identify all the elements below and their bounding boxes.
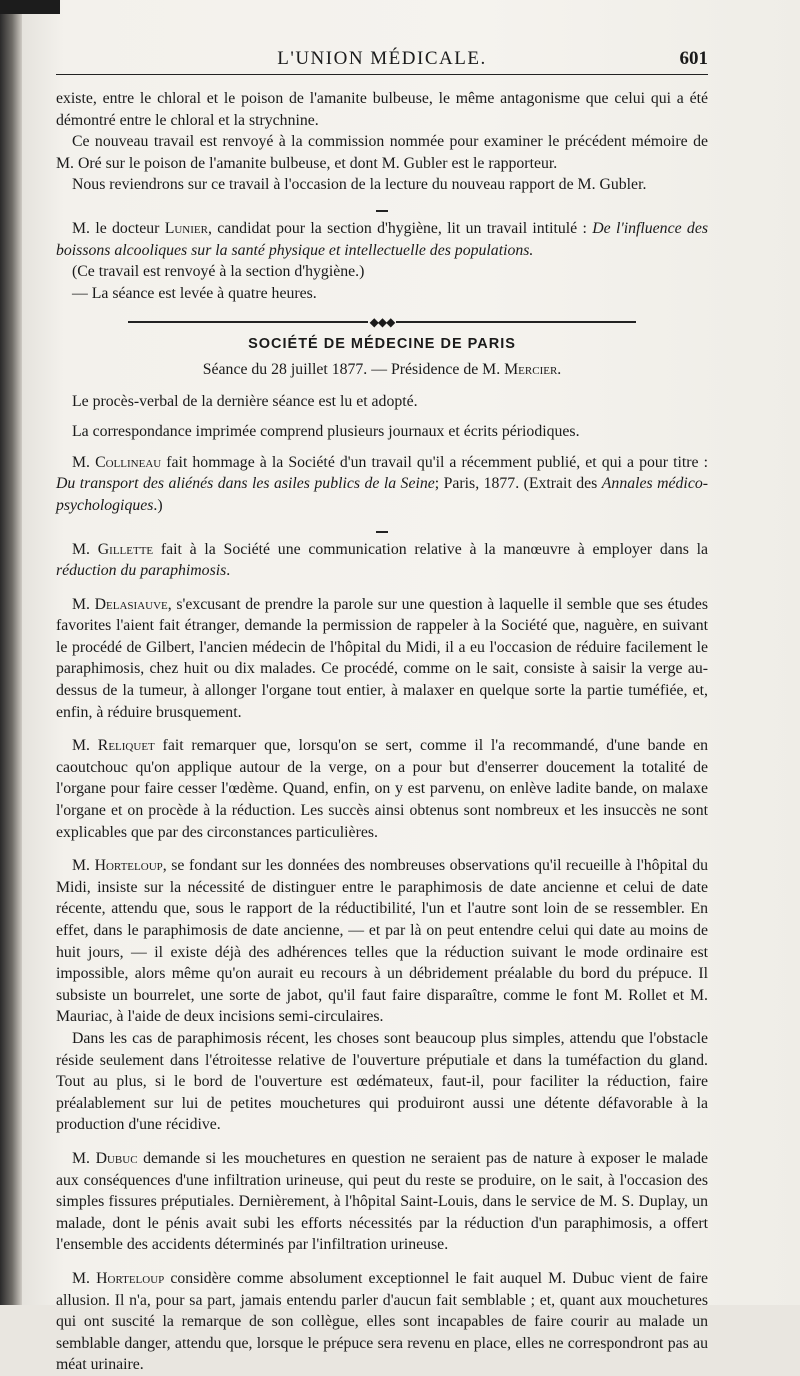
- collineau-source: Annales médico-psychologiques: [56, 475, 708, 514]
- collineau-title: Du transport des aliénés dans les asiles publics de la Seine: [56, 475, 435, 493]
- ornament-rule-right: [396, 321, 636, 323]
- society-title: SOCIÉTÉ DE MÉDECINE DE PARIS: [248, 336, 516, 353]
- gillette-name: Gillette: [97, 540, 154, 558]
- delasiauve-prefix: M.: [72, 595, 95, 613]
- ornament-rule-left: [128, 321, 368, 323]
- section-dash-2: [376, 531, 388, 533]
- paragraph-delasiauve: [56, 594, 708, 724]
- paragraph-horteloup: [56, 855, 708, 1028]
- paragraph-horteloup-reply: [56, 1268, 708, 1376]
- paragraph-renvoi: (Ce travail est renvoyé à la section d'hygiène.): [72, 263, 365, 281]
- collineau-text1: fait hommage à la Société d'un travail qu'il a récemment publié, et qui a pour titre :: [161, 453, 708, 471]
- paragraph-lunier: [56, 218, 708, 261]
- horteloup-name: Horteloup: [94, 857, 163, 875]
- dubuc-prefix: M.: [72, 1149, 96, 1167]
- collineau-prefix: M.: [72, 453, 96, 471]
- paragraph-commission: Ce nouveau travail est renvoyé à la commission nommée pour examiner le précédent mémoire de M. Oré sur le poison de l'amanite bulbeuse, et dont M. Gubler est le rapporteur.: [56, 133, 708, 172]
- page-header: [56, 44, 708, 75]
- lunier-text: , candidat pour la section d'hygiène, lit un travail intitulé :: [207, 219, 593, 237]
- paragraph-correspondance: La correspondance imprimée comprend plusieurs journaux et écrits périodiques.: [72, 423, 580, 441]
- collineau-text3: .): [153, 496, 163, 514]
- horteloup-prefix: M.: [72, 857, 95, 875]
- dubuc-text: demande si les mouchetures en question ne seraient pas de nature à exposer le malade aux conséquences d'une infiltration urineuse, qui peut du reste se produire, on le sait, à l'occasion des simples fissures préputiales. Dernièrement, à l'hôpital Saint-Louis, dans le service de M. S. Duplay, un malade, dont le pénis avait subi les efforts nécessités par la réduction d'un paraphimosis, a offert l'ensemble des accidents déterminés par l'infiltration urineuse.: [56, 1149, 708, 1254]
- dubuc-name: Dubuc: [95, 1149, 138, 1167]
- horteloup-reply-prefix: M.: [72, 1269, 97, 1287]
- session-suffix: .: [557, 360, 562, 378]
- lunier-prefix: M. le docteur: [72, 219, 165, 237]
- section-ornament: [56, 316, 708, 328]
- delasiauve-text: , s'excusant de prendre la parole sur une question à laquelle il semble que ses études favorites l'aient fait étranger, demande la permission de rappeler à la Société que, naguère, en suivant le procédé de Gilbert, l'ancien médecin de l'hôpital du Midi, il a eu l'occasion de réduire facilement le paraphimosis, chez huit ou dix malades. Ce procédé, comme on le sait, consiste à saisir la verge au-dessus de la tumeur, à allonger l'organe tout entier, à malaxer en quelque sorte la partie tuméfiée, et, enfin, à réduire brusquement.: [56, 595, 708, 721]
- running-title: L'UNION MÉDICALE.: [277, 48, 487, 69]
- article-body: [56, 88, 708, 1376]
- session-president: Mercier: [504, 360, 558, 378]
- paragraph-collineau: [56, 452, 708, 517]
- horteloup-text: , se fondant sur les données des nombreuses observations qu'il recueille à l'hôpital du Midi, insiste sur la nécessité de distinguer entre le paraphimosis de date ancienne et celui de date récente, attendu que, sous le rapport de la réductibilité, l'un et l'autre sont loin de se ressembler. En effet, dans le paraphimosis de date ancienne, — et par là on peut entendre celui qui date au moins de huit jours, — il existe déjà des adhérences telles que la réduction suivant le mode ordinaire est impossible, alors même qu'on aurait eu recours à un débridement préalable du bord du prépuce. Il subsiste un bourrelet, une sorte de jabot, qu'il faut faire disparaître, comme le font M. Rollet et M. Mauriac, à l'aide de deux incisions semi-circulaires.: [56, 857, 708, 1026]
- section-dash: [376, 210, 388, 212]
- gillette-text2: .: [226, 562, 231, 580]
- collineau-name: Collineau: [95, 453, 162, 471]
- reliquet-text: fait remarquer que, lorsqu'on se sert, comme il l'a recommandé, d'une bande en caoutchouc qu'on applique autour de la verge, on a pour but d'enserrer doucement la totalité de l'organe pour faire cesser l'œdème. Quand, enfin, on y est parvenu, on enlève ladite bande, on malaxe l'organe et on procède à la réduction. Les succès ainsi obtenus sont nombreux et les insuccès ne sont explicables que par des circonstances particulières.: [56, 737, 709, 841]
- paragraph-proces-verbal: Le procès-verbal de la dernière séance est lu et adopté.: [72, 392, 418, 410]
- session-line: [56, 359, 708, 381]
- paragraph-antagonism: existe, entre le chloral et le poison de l'amanite bulbeuse, le même antagonisme que celui qui a été démontré entre le chloral et la strychnine.: [56, 90, 708, 129]
- page-number: 601: [679, 48, 708, 69]
- lunier-title: De l'influence des boissons alcooliques sur la santé physique et intellectuelle des populations.: [56, 219, 708, 259]
- gillette-topic: réduction du paraphimosis: [56, 562, 227, 580]
- session-prefix: Séance du 28 juillet 1877. — Présidence de M.: [202, 360, 505, 378]
- page-corner-shadow: [0, 0, 60, 14]
- ornament-glyph: ◆◆◆: [369, 314, 395, 329]
- horteloup-reply-text: considère comme absolument exceptionnel le fait auquel M. Dubuc vient de faire allusion. Il n'a, pour sa part, jamais entendu parler d'aucun fait semblable ; et, quant aux mouchetures qui ont suscité la remarque de son collègue, elles sont incapables de faire courir au malade un semblable danger, attendu que, lorsque le prépuce sera revenu en place, elles ne correspondront pas au méat urinaire.: [56, 1269, 708, 1374]
- paragraph-paraphimosis-recent: Dans les cas de paraphimosis récent, les choses sont beaucoup plus simples, attendu que l'obstacle réside seulement dans l'étroitesse relative de l'ouverture préputiale et dans la tuméfaction du gland. Tout au plus, si le bord de l'ouverture est œdémateux, faut-il, pour faciliter la réduction, faire préalablement sur lui de petites mouchetures qui produiront aussi une détente défavorable à la production d'une récidive.: [56, 1029, 708, 1134]
- paragraph-reliquet: [56, 735, 708, 843]
- collineau-text2: ; Paris, 1877. (Extrait des: [434, 475, 602, 493]
- gillette-text1: fait à la Société une communication relative à la manœuvre à employer dans la: [153, 540, 708, 558]
- gillette-prefix: M.: [72, 540, 98, 558]
- paragraph-gillette: [56, 539, 708, 582]
- reliquet-name: Reliquet: [97, 737, 155, 755]
- paragraph-levee: — La séance est levée à quatre heures.: [72, 284, 317, 302]
- lunier-name: Lunier: [164, 219, 208, 237]
- reliquet-prefix: M.: [72, 737, 98, 755]
- paragraph-reviendrons: Nous reviendrons sur ce travail à l'occasion de la lecture du nouveau rapport de M. Gubler.: [72, 176, 647, 194]
- delasiauve-name: Delasiauve: [94, 595, 168, 613]
- paragraph-dubuc: [56, 1148, 708, 1256]
- horteloup-reply-name: Horteloup: [96, 1269, 165, 1287]
- page-spine-shadow: [0, 0, 22, 1305]
